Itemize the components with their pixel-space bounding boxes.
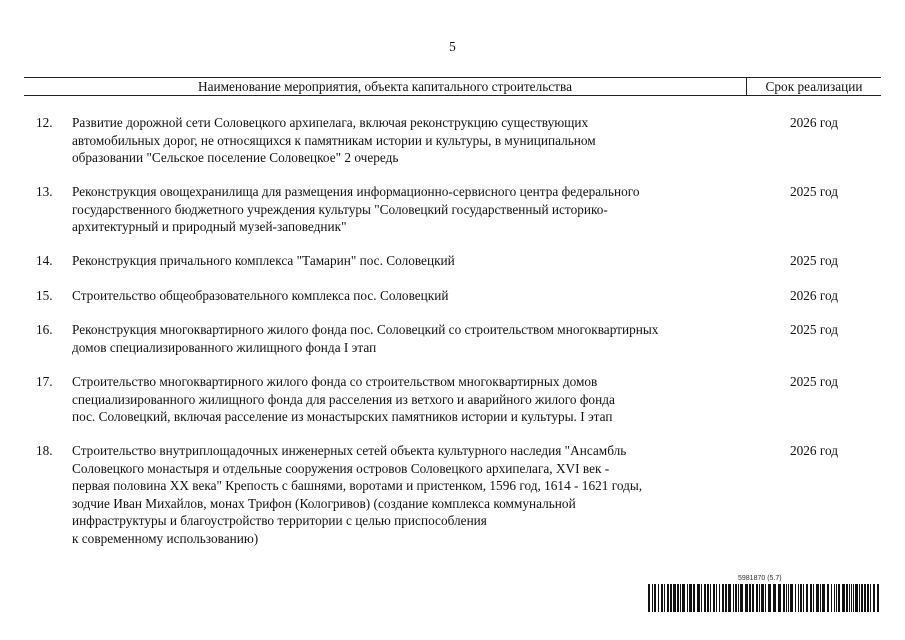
description-line: образовании "Сельское поселение Соловецкое" 2 очередь xyxy=(72,150,399,165)
description-line: к современному использованию) xyxy=(72,530,259,546)
row-description xyxy=(72,442,744,547)
row-number: 14. xyxy=(36,253,53,268)
description-line: зодчие Иван Михайлов, монах Трифон (Кологривов) (создание комплекса коммунальной xyxy=(72,495,576,511)
row-term: 2026 год xyxy=(789,288,839,303)
description-line: пос. Соловецкий, включая расселение из монастырских памятников истории и культуры. I этап xyxy=(72,409,613,424)
row-term: 2026 год xyxy=(789,115,839,130)
header-term-column: Срок реализации xyxy=(765,79,863,94)
description-line: Реконструкция многоквартирного жилого фонда пос. Соловецкий со строительством многоквартирных xyxy=(72,322,659,337)
description-line: Строительство внутриплощадочных инженерных сетей объекта культурного наследия "Ансамбль xyxy=(72,443,627,458)
description-line: Реконструкция причального комплекса "Тамарин" пос. Соловецкий xyxy=(72,253,455,268)
description-line: Соловецкого монастыря и отдельные сооружения островов Соловецкого архипелага, XVI век - xyxy=(72,460,610,476)
header-name-column: Наименование мероприятия, объекта капитального строительства xyxy=(24,78,747,95)
row-description xyxy=(72,114,744,167)
row-term: 2025 год xyxy=(789,322,839,337)
row-term: 2025 год xyxy=(789,253,839,268)
row-number: 12. xyxy=(36,115,53,130)
row-description xyxy=(72,373,744,426)
barcode-image xyxy=(648,584,880,612)
page-number: 5 xyxy=(449,39,456,54)
row-term: 2026 год xyxy=(789,443,839,458)
description-line: Реконструкция овощехранилища для размещения информационно-сервисного центра федерального xyxy=(72,184,640,199)
row-description xyxy=(72,287,744,305)
row-number: 17. xyxy=(36,374,53,389)
row-number: 16. xyxy=(36,322,53,337)
description-line: инфраструктуры и благоустройство территории с целью приспособления xyxy=(72,513,487,528)
description-line: домов специализированного жилищного фонда I этап xyxy=(72,339,377,355)
description-line: государственного бюджетного учреждения культуры "Соловецкий государственный историко- xyxy=(72,201,608,217)
row-term: 2025 год xyxy=(789,374,839,389)
row-description xyxy=(72,321,744,356)
description-line: Развитие дорожной сети Соловецкого архипелага, включая реконструкцию существующих xyxy=(72,115,589,130)
table-header xyxy=(24,77,881,96)
row-number: 13. xyxy=(36,184,53,199)
row-number: 18. xyxy=(36,443,53,458)
description-line: автомобильных дорог, не относящихся к памятникам истории и культуры, в муниципальном xyxy=(72,132,596,148)
description-line: специализированного жилищного фонда для расселения из ветхого и аварийного жилого фонда xyxy=(72,391,615,407)
row-number: 15. xyxy=(36,288,53,303)
description-line: Строительство многоквартирного жилого фонда со строительством многоквартирных домов xyxy=(72,374,598,389)
row-description xyxy=(72,252,744,270)
row-description xyxy=(72,183,744,236)
barcode-code: 5981870 (5.7) xyxy=(738,575,782,582)
description-line: первая половина XX века" Крепость с башнями, воротами и пристенком, 1596 год, 1614 - 1621 годы, xyxy=(72,478,643,493)
row-term: 2025 год xyxy=(789,184,839,199)
description-line: Строительство общеобразовательного комплекса пос. Соловецкий xyxy=(72,288,449,303)
description-line: архитектурный и природный музей-заповедник" xyxy=(72,219,347,234)
